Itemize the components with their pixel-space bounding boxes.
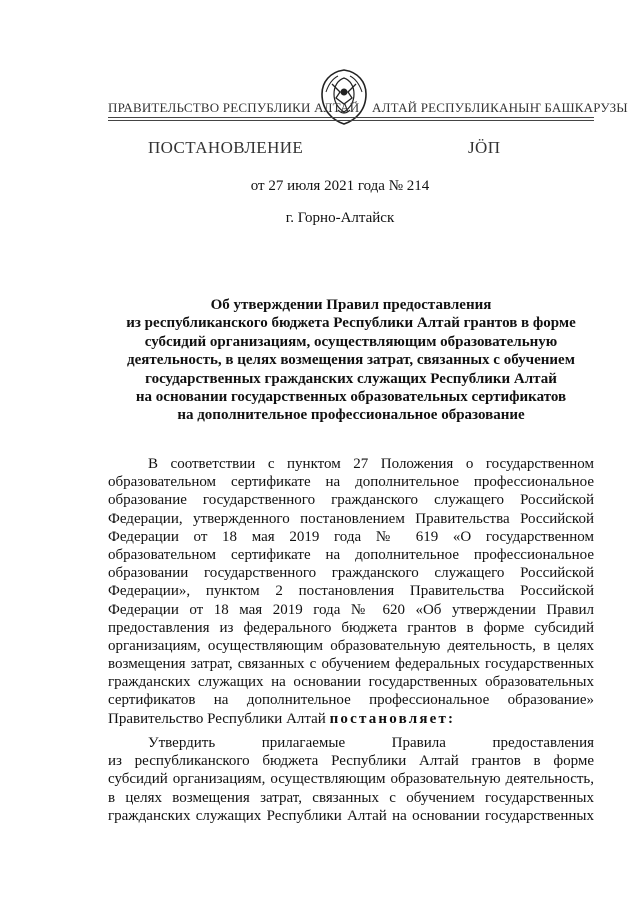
doc-type-altai: ЈӦП	[468, 138, 501, 157]
government-name: Правительство Республики Алтай	[108, 710, 326, 727]
text-line: гражданских служащих Республики Алтай на основании государственных	[108, 807, 594, 824]
resolves-keyword: постановляет:	[329, 710, 456, 727]
document-title	[108, 296, 594, 425]
header-divider-top	[108, 117, 594, 118]
text-line: Федерации, утвержденного постановлением Правительства Российской	[108, 510, 594, 527]
header-org-right: АЛТАЙ РЕСПУБЛИКАНЫҤ БАШКАРУЗЫ	[372, 100, 628, 115]
text-line: В соответствии с пунктом 27 Положения о государственном	[148, 456, 594, 472]
text-line: образовательном сертификате на дополнительное профессиональное	[108, 474, 594, 491]
text-line: предоставления из федерального бюджета грантов в форме субсидий	[108, 619, 594, 636]
title-line: государственных гражданских служащих Республики Алтай	[145, 370, 557, 387]
doc-type-russian: ПОСТАНОВЛЕНИЕ	[148, 138, 304, 157]
preamble-paragraph	[108, 455, 594, 728]
text-line: субсидий организациям, осуществляющим образовательную деятельность,	[108, 771, 594, 788]
text-line: Федерации от 18 мая 2019 года № 620 «Об утверждении Правил	[108, 601, 594, 618]
text-line: Утвердить прилагаемые Правила предоставления	[148, 735, 594, 751]
text-line: Федерации от 18 мая 2019 года № 619 «О государственном	[108, 528, 594, 545]
title-line: на основании государственных образовательных сертификатов	[135, 389, 567, 406]
text-line: из республиканского бюджета Республики Алтай грантов в форме	[108, 753, 594, 770]
resolution-paragraph	[108, 734, 594, 825]
title-line: Об утверждении Правил предоставления	[210, 297, 492, 313]
title-line: на дополнительное профессиональное образование	[177, 407, 525, 424]
text-line: Федерации», пунктом 2 постановления Правительства Российской	[108, 583, 594, 600]
text-line: образовании государственного гражданского служащего Российской	[108, 565, 594, 582]
document-date-number: от 27 июля 2021 года № 214	[250, 178, 430, 194]
text-line: гражданских служащих на основании государственных образовательных	[108, 674, 594, 691]
header-org-left: ПРАВИТЕЛЬСТВО РЕСПУБЛИКИ АЛТАЙ	[108, 100, 360, 115]
text-line: образовательном сертификате на дополнительное профессиональное	[108, 546, 594, 563]
title-line: субсидий организациям, осуществляющим образовательную	[144, 333, 558, 350]
title-line: из республиканского бюджета Республики Алтай грантов в форме	[126, 315, 576, 332]
text-line: сертификатов на дополнительное профессиональное образование»	[108, 692, 594, 709]
header-divider-bottom	[108, 120, 594, 121]
text-line: возмещения затрат, связанных с обучением федеральных государственных	[108, 656, 594, 673]
document-city: г. Горно-Алтайск	[285, 210, 395, 226]
text-line-final	[108, 710, 594, 728]
title-line: деятельность, в целях возмещения затрат, связанных с обучением	[127, 352, 575, 369]
text-line: образование государственного гражданского служащего Российской	[108, 492, 594, 509]
text-line: организациям, осуществляющим образовательную деятельность, в целях	[108, 637, 594, 654]
text-line: в целях возмещения затрат, связанных с обучением государственных	[108, 789, 594, 806]
